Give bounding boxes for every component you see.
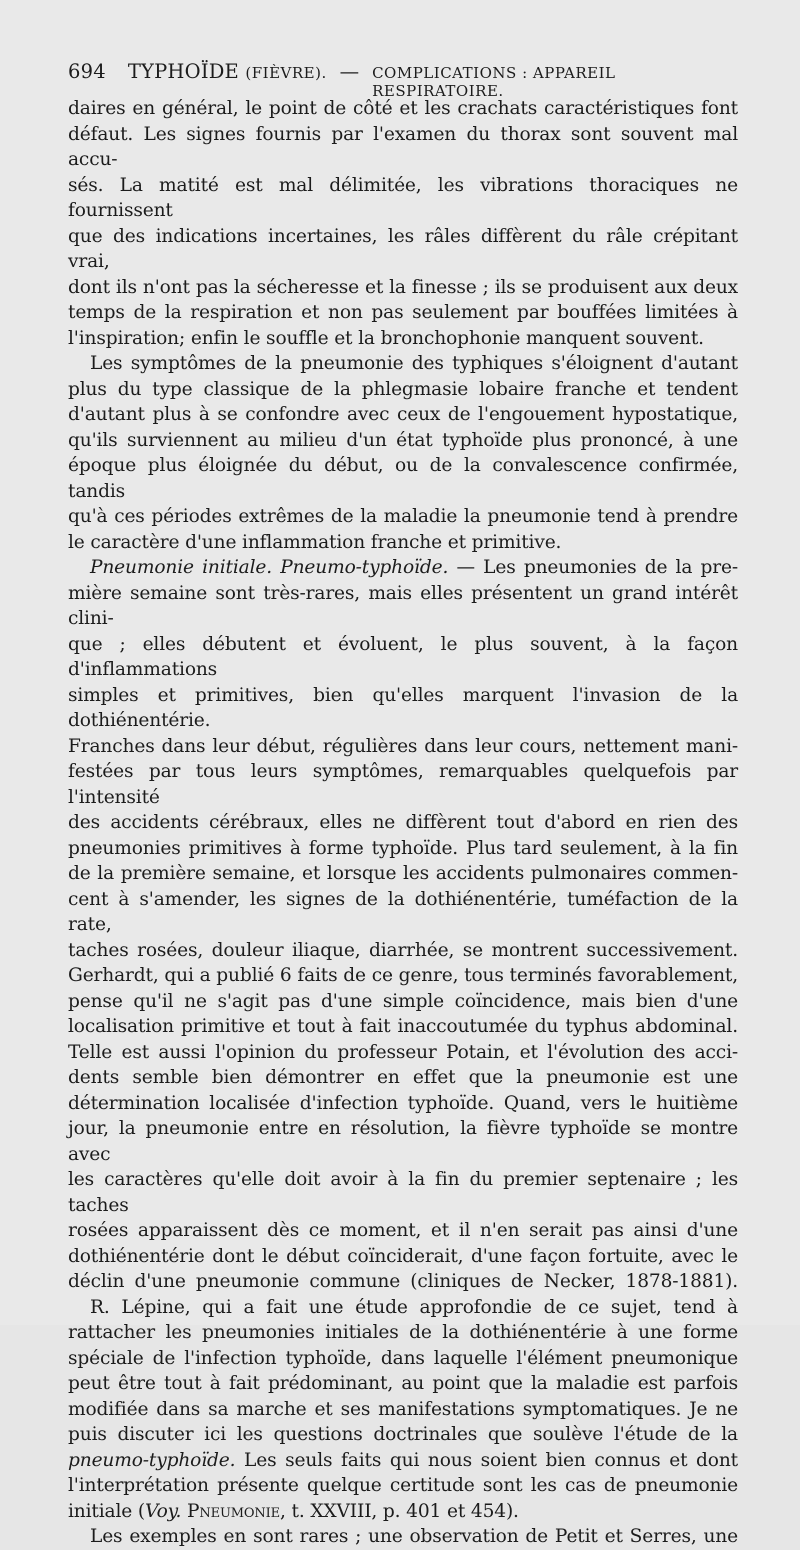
text-line: pense qu'il ne s'agit pas d'une simple coïncidence, mais bien d'une bbox=[68, 990, 738, 1012]
text-line: taches rosées, douleur iliaque, diarrhée, se montrent successivement. bbox=[68, 939, 738, 961]
text-line: que ; elles débutent et évoluent, le plus souvent, à la façon d'inflammations bbox=[68, 633, 738, 680]
running-header bbox=[68, 60, 736, 100]
text-line-rest: Les seuls faits qui nous soient bien connus et dont bbox=[235, 1449, 738, 1471]
italic-abbrev: Voy. bbox=[145, 1500, 182, 1522]
text-line: de la première semaine, et lorsque les accidents pulmonaires commen- bbox=[68, 863, 738, 884]
text-line: pneumonies primitives à forme typhoïde. Plus tard seulement, à la fin bbox=[68, 837, 738, 859]
italic-term: pneumo-typhoïde. bbox=[68, 1449, 236, 1471]
text-line: simples et primitives, bien qu'elles marquent l'invasion de la dothiénentérie. bbox=[68, 684, 738, 731]
text-line: cent à s'amender, les signes de la dothiénentérie, tuméfaction de la rate, bbox=[68, 888, 738, 935]
text-line: puis discuter ici les questions doctrinales que soulève l'étude de la bbox=[68, 1424, 738, 1445]
text-line: déclin d'une pneumonie commune (cliniques de Necker, 1878-1881). bbox=[68, 1271, 738, 1292]
text-line: peut être tout à fait prédominant, au point que la maladie est parfois bbox=[68, 1373, 738, 1394]
text-line: l'interprétation présente quelque certitude sont les cas de pneumonie bbox=[68, 1475, 738, 1496]
header-title-paren: (FIÈVRE). bbox=[245, 64, 327, 82]
text-line: Les exemples en sont rares ; une observation de Petit et Serres, une bbox=[90, 1526, 738, 1547]
text-line: d'autant plus à se confondre avec ceux de l'engouement hypostatique, bbox=[68, 404, 738, 425]
text-line: localisation primitive et tout à fait inaccoutumée du typhus abdominal. bbox=[68, 1016, 738, 1037]
header-title: TYPHOÏDE bbox=[127, 60, 239, 83]
text-line: modifiée dans sa marche et ses manifestations symptomatiques. Je ne bbox=[68, 1398, 738, 1420]
text-line: festées par tous leurs symptômes, remarquables quelquefois par l'intensité bbox=[68, 761, 738, 808]
section-heading-italic: Pneumonie initiale. Pneumo-typhoïde. bbox=[90, 557, 449, 578]
text-line: époque plus éloignée du début, ou de la convalescence confirmée, tandis bbox=[68, 455, 738, 502]
text-line: dont ils n'ont pas la sécheresse et la finesse ; ils se produisent aux deux bbox=[68, 276, 738, 298]
text-line-start: initiale ( bbox=[68, 1500, 145, 1522]
text-line: jour, la pneumonie entre en résolution, la fièvre typhoïde se montre avec bbox=[68, 1118, 738, 1165]
text-line-rest: , t. XXVIII, p. 401 et 454). bbox=[279, 1500, 519, 1522]
text-line: rosées apparaissent dès ce moment, et il n'en serait pas ainsi d'une bbox=[68, 1220, 738, 1241]
text-line: sés. La matité est mal délimitée, les vibrations thoraciques ne fournissent bbox=[68, 174, 738, 221]
text-line-mixed bbox=[68, 1499, 738, 1525]
header-dash: — bbox=[339, 60, 360, 83]
text-line: daires en général, le point de côté et les crachats caractéristiques font bbox=[68, 98, 738, 119]
text-line: l'inspiration; enfin le souffle et la bronchophonie manquent souvent. bbox=[68, 327, 704, 349]
text-line: temps de la respiration et non pas seulement par bouffées limitées à bbox=[68, 302, 738, 323]
text-line: dothiénentérie dont le début coïnciderait, d'une façon fortuite, avec le bbox=[68, 1245, 738, 1267]
text-line: le caractère d'une inflammation franche et primitive. bbox=[68, 531, 562, 553]
text-line: les caractères qu'elle doit avoir à la fin du premier septenaire ; les taches bbox=[68, 1169, 738, 1216]
page-number: 694 bbox=[68, 60, 106, 83]
text-line: R. Lépine, qui a fait une étude approfondie de ce sujet, tend à bbox=[90, 1296, 738, 1318]
text-line: qu'ils surviennent au milieu d'un état typhoïde plus prononcé, à une bbox=[68, 429, 738, 451]
text-line: plus du type classique de la phlegmasie lobaire franche et tendent bbox=[68, 378, 738, 400]
text-line: mière semaine sont très-rares, mais elles présentent un grand intérêt clini- bbox=[68, 582, 738, 629]
text-line: Gerhardt, qui a publié 6 faits de ce genre, tous terminés favorablement, bbox=[68, 965, 738, 986]
text-line-mixed bbox=[68, 1448, 738, 1474]
text-line: défaut. Les signes fournis par l'examen du thorax sont souvent mal accu- bbox=[68, 123, 738, 170]
text-line-rest: — Les pneumonies de la pre- bbox=[448, 557, 738, 578]
section-heading-line bbox=[68, 555, 738, 581]
text-line: qu'à ces périodes extrêmes de la maladie la pneumonie tend à prendre bbox=[68, 506, 738, 527]
text-line: rattacher les pneumonies initiales de la dothiénentérie à une forme bbox=[68, 1322, 738, 1343]
text-line: des accidents cérébraux, elles ne diffèrent tout d'abord en rien des bbox=[68, 812, 738, 833]
body-text bbox=[68, 96, 738, 1550]
text-line: Les symptômes de la pneumonie des typhiques s'éloignent d'autant bbox=[90, 353, 738, 374]
text-line: que des indications incertaines, les râles diffèrent du râle crépitant vrai, bbox=[68, 225, 738, 272]
text-line: Telle est aussi l'opinion du professeur Potain, et l'évolution des acci- bbox=[68, 1041, 738, 1063]
text-line: détermination localisée d'infection typhoïde. Quand, vers le huitième bbox=[68, 1092, 738, 1114]
small-caps-reference: Pneumonie bbox=[181, 1500, 280, 1522]
header-section: COMPLICATIONS : APPAREIL RESPIRATOIRE. bbox=[372, 64, 616, 100]
text-line: Franches dans leur début, régulières dans leur cours, nettement mani- bbox=[68, 735, 738, 757]
text-line: spéciale de l'infection typhoïde, dans laquelle l'élément pneumonique bbox=[68, 1347, 738, 1369]
text-line: dents semble bien démontrer en effet que la pneumonie est une bbox=[68, 1067, 738, 1088]
